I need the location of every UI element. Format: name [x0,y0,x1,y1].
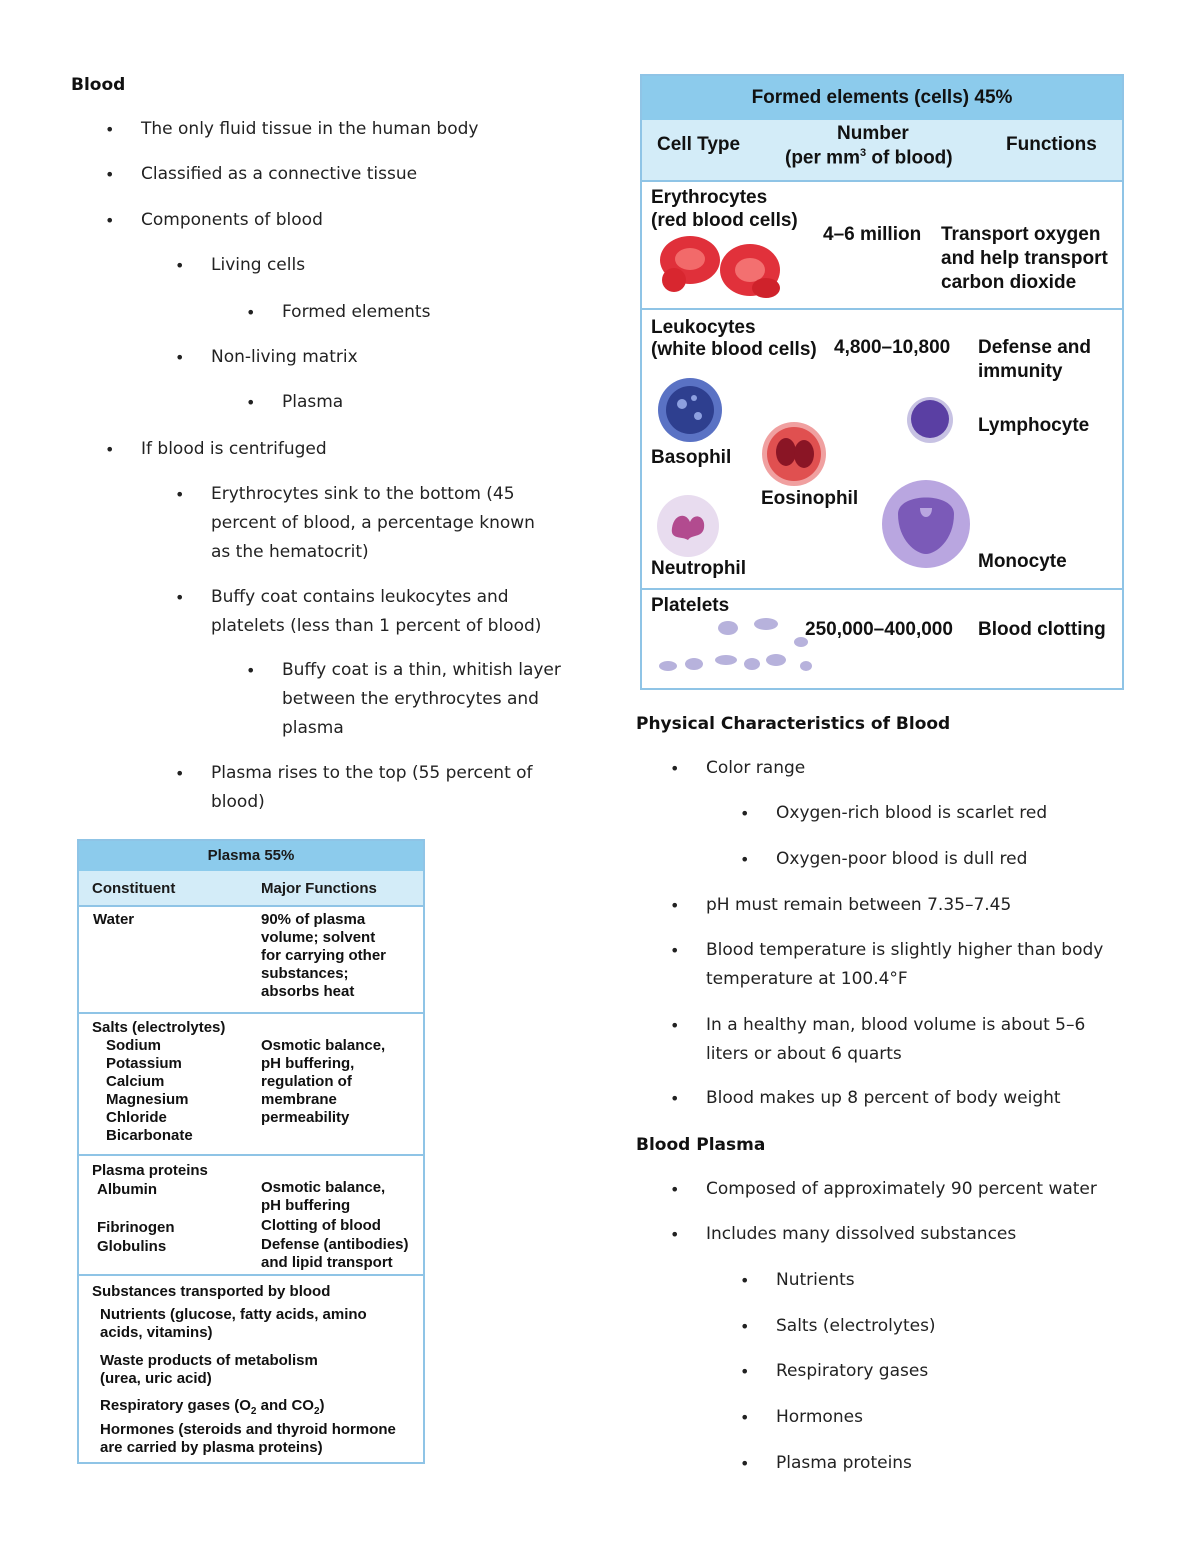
fibrinogen-function: Clotting of blood [261,1217,381,1234]
erythrocytes-number: 4–6 million [823,224,922,245]
formed-table-header [642,120,1122,182]
monocyte-label: Monocyte [978,551,1067,572]
hormones-text: Hormones (steroids and thyroid hormone are carried by plasma proteins) [100,1421,396,1456]
plasma-table-header [79,871,423,907]
list-item: • pH must remain between 7.35–7.45 [706,891,1126,920]
salts-list: Sodium Potassium Calcium Magnesium Chloride Bicarbonate [106,1037,193,1144]
list-item: • Non-living matrix [211,343,541,372]
waste-text: Waste products of metabolism (urea, uric acid) [100,1352,318,1387]
leukocytes-number: 4,800–10,800 [834,337,951,358]
col-cell-type: Cell Type [657,134,741,155]
nutrients-text: Nutrients (glucose, fatty acids, amino acids, vitamins) [100,1306,367,1341]
col-functions: Functions [1006,134,1097,155]
col-major-functions: Major Functions [261,880,377,897]
water-function: 90% of plasma volume; solvent for carrying other substances; absorbs heat [261,911,387,1000]
col-number: Number [837,123,909,144]
list-item: • Blood temperature is slightly higher than body temperature at 100.4°F [706,936,1126,994]
lymphocyte-label: Lymphocyte [978,415,1090,436]
list-item: • Oxygen-poor blood is dull red [776,845,1136,874]
erythrocytes-alias: (red blood cells) [651,210,798,231]
eosinophil-label: Eosinophil [761,488,859,509]
list-item: • Plasma rises to the top (55 percent of blood) [211,759,556,817]
albumin-function: Osmotic balance, pH buffering [261,1179,386,1214]
list-item: • Respiratory gases [776,1357,1136,1386]
neutrophil-label: Neutrophil [651,558,746,579]
neutrophil-image [656,494,724,558]
list-item: • Buffy coat is a thin, whitish layer between the erythrocytes and plasma [282,656,567,743]
globulins-function: Defense (antibodies) and lipid transport [261,1236,409,1271]
list-item: • Nutrients [776,1266,1136,1295]
basophil-label: Basophil [651,447,732,468]
formed-table-title: Formed elements (cells) 45% [642,76,1122,120]
plasma-table-title: Plasma 55% [79,841,423,871]
formed-elements-table [640,74,1124,690]
blood-plasma-heading: Blood Plasma [636,1135,766,1155]
list-item: • Erythrocytes sink to the bottom (45 percent of blood, a percentage known as the hematocrit) [211,480,556,567]
physical-characteristics-heading: Physical Characteristics of Blood [636,714,951,734]
platelets-image [656,616,816,676]
eosinophil-image [760,420,830,490]
list-item: • If blood is centrifuged [141,435,541,464]
albumin-label: Albumin [97,1181,157,1198]
list-item: • In a healthy man, blood volume is about 5–6 liters or about 6 quarts [706,1011,1106,1069]
transported-label: Substances transported by blood [92,1283,331,1300]
globulins-label: Globulins [97,1238,167,1255]
list-item: • Hormones [776,1403,1136,1432]
list-item: • Buffy coat contains leukocytes and platelets (less than 1 percent of blood) [211,583,556,641]
lymphocyte-image [906,394,954,446]
list-item: • The only fluid tissue in the human body [141,115,541,144]
proteins-label: Plasma proteins [92,1162,208,1179]
leukocytes-function: Defense and immunity [978,337,1091,382]
salts-label: Salts (electrolytes) [92,1019,226,1036]
basophil-image [656,376,726,446]
gases-text: Respiratory gases ($O_2$ and $CO_2$) [100,1397,325,1417]
plasma-table [77,839,425,1464]
list-item: • Salts (electrolytes) [776,1312,1136,1341]
list-item: • Formed elements [282,298,552,327]
list-item: • Plasma proteins [776,1449,1136,1478]
list-item: • Components of blood [141,206,541,235]
salts-function: Osmotic balance, pH buffering, regulation of membrane permeability [261,1037,386,1126]
monocyte-image [880,478,972,570]
blood-heading: Blood [71,75,126,95]
fibrinogen-label: Fibrinogen [97,1219,175,1236]
list-item: • Living cells [211,251,541,280]
list-item: • Plasma [282,388,552,417]
leukocytes-alias: (white blood cells) [651,339,817,360]
col-constituent: Constituent [92,880,176,897]
list-item: • Classified as a connective tissue [141,160,541,189]
list-item: • Color range [706,754,1126,783]
list-item: • Composed of approximately 90 percent water [706,1175,1126,1204]
erythrocytes-label: Erythrocytes [651,187,768,208]
col-number-unit: (per $mm^3$ of blood) [785,147,953,169]
platelets-label: Platelets [651,595,730,616]
list-item: • Includes many dissolved substances [706,1220,1126,1249]
platelets-function: Blood clotting [978,619,1106,640]
leukocytes-label: Leukocytes [651,317,756,338]
list-item: • Oxygen-rich blood is scarlet red [776,799,1136,828]
red-blood-cells-image [658,232,788,302]
list-item: • Blood makes up 8 percent of body weight [706,1084,1126,1113]
erythrocytes-function: Transport oxygen and help transport carbon dioxide [941,224,1108,293]
water-label: Water [93,911,135,928]
platelets-number: 250,000–400,000 [805,619,953,640]
